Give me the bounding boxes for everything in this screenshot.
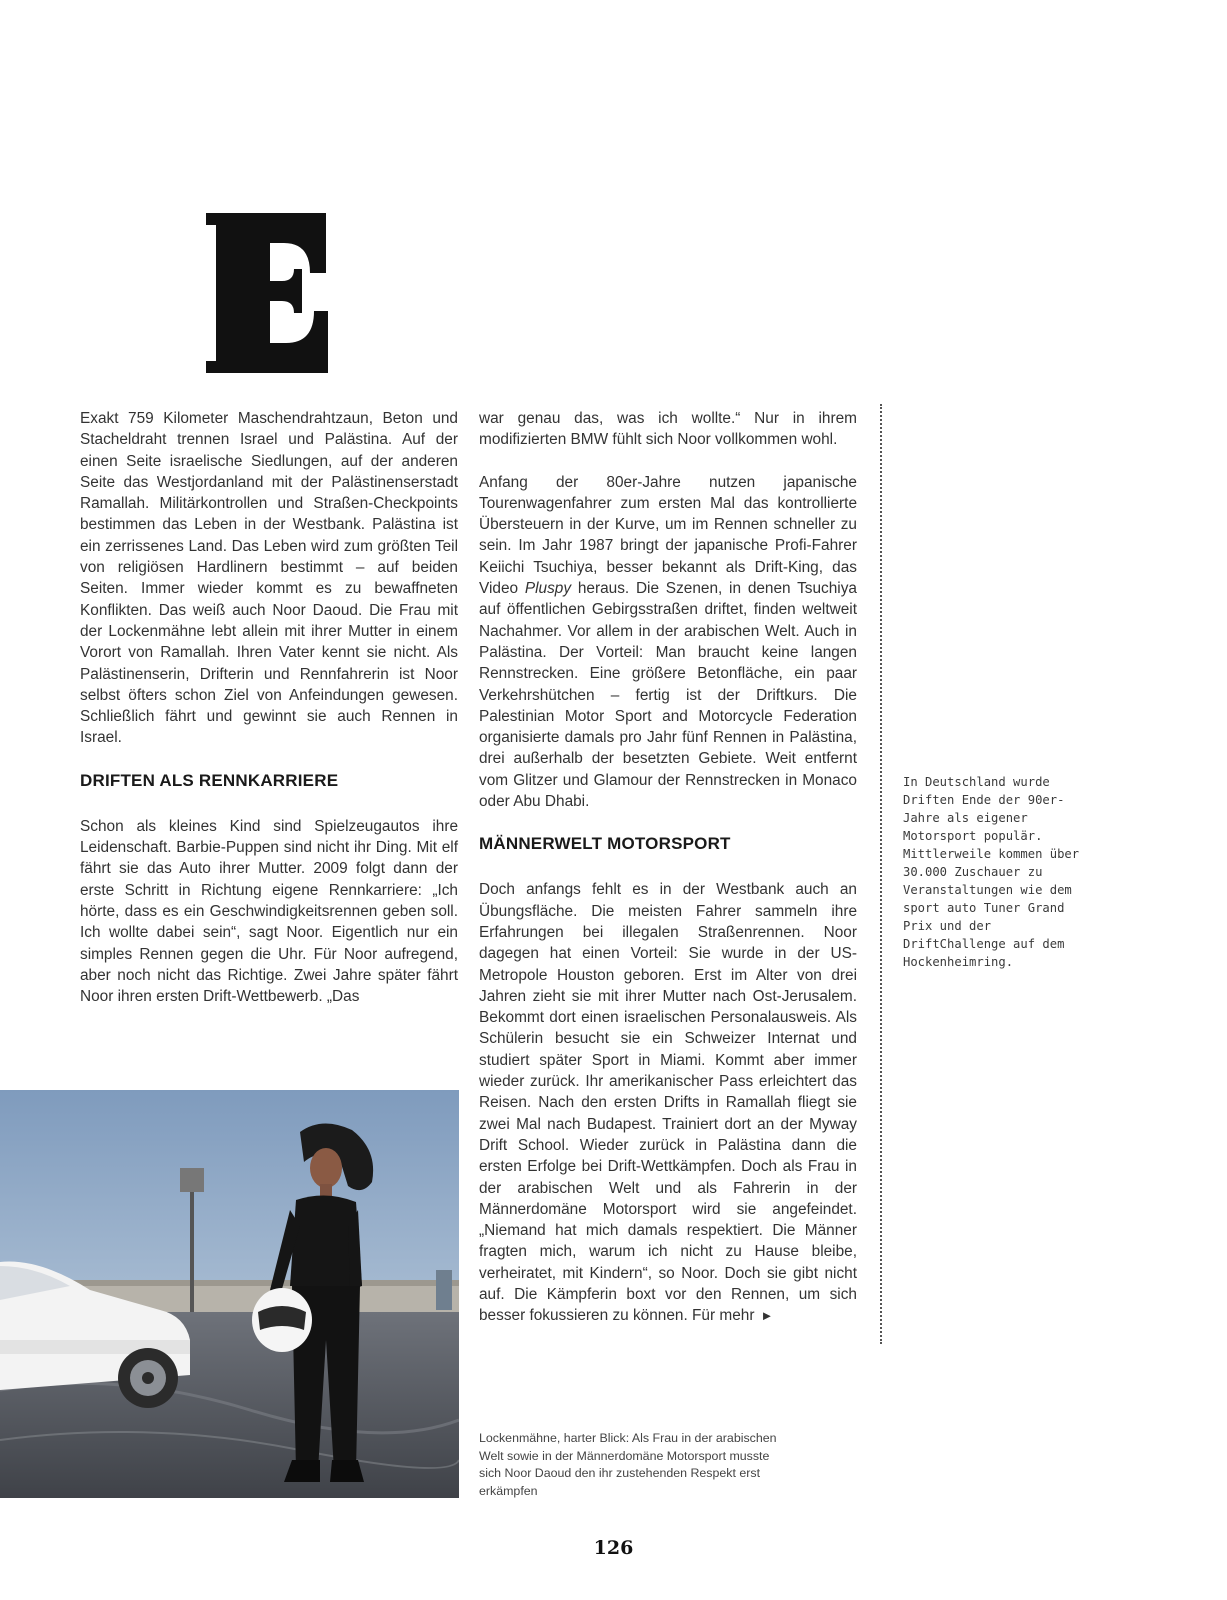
page-number: 126 xyxy=(593,1537,634,1559)
article-photo xyxy=(0,1090,459,1498)
history-paragraph xyxy=(479,472,857,813)
video-title: Pluspy xyxy=(524,580,572,598)
photo-caption: Lockenmähne, harter Blick: Als Frau in der arabischen Welt sowie in der Männerdomäne Motorsport musste sich Noor Daoud den ihr zustehenden Respekt erst erkämpfen xyxy=(479,1431,777,1498)
body-paragraph xyxy=(479,879,857,1326)
drop-cap-e-glyph xyxy=(206,213,328,373)
section-heading-maennerwelt: MÄNNERWELT MOTORSPORT xyxy=(479,834,731,854)
continue-arrow-icon: ► xyxy=(760,1308,774,1324)
history-text-end: heraus. Die Szenen, in denen Tsuchiya auf öffentlichen Gebirgsstraßen driftet, finden weltweit Nachahmer. Vor allem in der arabischen Welt. Auch in Palästina. Der Vorteil: Man braucht keine langen Rennstrecken. Eine größere Betonfläche, ein paar Verkehrshütchen – fertig ist der Driftkurs. Die Palestinian Motor Sport and Motorcycle Federation organisierte damals pro Jahr fünf Rennen in Palästina, drei außerhalb der besetzten Gebiete. Weit entfernt vom Glitzer und Glamour der Rennstrecken in Monaco oder Abu Dhabi. xyxy=(479,580,857,811)
drop-cap xyxy=(206,213,328,373)
body-text: Doch anfangs fehlt es in der Westbank auch an Übungsfläche. Die meisten Fahrer sammeln ihre Erfahrungen bei illegalen Straßenrennen. Noor dagegen hat einen Vorteil: Sie wurde in der US-Metropole Houston geboren. Erst im Alter von drei Jahren zieht sie mit ihrer Mutter nach Ost-Jerusalem. Bekommt dort einen israelischen Personalausweis. Als Schülerin besucht sie ein Schweizer Internat und studiert später Sport in Miami. Kommt aber immer wieder zurück. Ihr amerikanischer Pass erleichtert das Reisen. Nach den ersten Drifts in Ramallah fliegt sie zwei Mal nach Budapest. Trainiert dort an der Myway Drift School. Wieder zurück in Palästina dann die ersten Erfolge bei Drift-Wettkämpfen. Doch als Frau in der arabischen Welt und als Fahrerin in der Männerdomäne Motorsport wird sie angefeindet. „Niemand hat mich damals respektiert. Die Männer fragten mich, warum ich nicht zu Hause bleibe, verheiratet, mit Kindern“, so Noor. Doch sie gibt nicht auf. Die Kämpferin boxt vor den Rennen, um sich besser fokussieren zu können. Für mehr xyxy=(479,881,857,1325)
section-heading-driften: DRIFTEN ALS RENNKARRIERE xyxy=(80,770,339,790)
sidenote: In Deutschland wurde Driften Ende der 90er-Jahre als eigener Motorsport populär. Mittlerweile kommen über 30.000 Zuschauer zu Veranstaltungen wie dem sport auto Tuner Grand Prix und der DriftChallenge auf dem Hockenheimring. xyxy=(903,775,1080,969)
article-column-middle xyxy=(479,408,857,1348)
history-text-start: Anfang der 80er-Jahre nutzen japanische Tourenwagenfahrer zum ersten Mal das kontrollierte Übersteuern in der Kurve, um im Rennen schneller zu sein. Im Jahr 1987 bringt der japanische Profi-Fahrer Keiichi Tsuchiya, besser bekannt als Drift-King, das Video xyxy=(479,473,857,598)
dotted-divider xyxy=(880,404,882,1344)
photo-woman-with-car xyxy=(0,1090,459,1498)
body-paragraph: Schon als kleines Kind sind Spielzeugautos ihre Leidenschaft. Barbie-Puppen sind nicht ihr Ding. Mit elf fährt sie das Auto ihrer Mutter. 2009 folgt dann der erste Schritt in Richtung eigene Rennkarriere: „Ich hörte, dass es ein Geschwindigkeitsrennen geben soll. Ich wollte dabei sein“, sagt Noor. Eigentlich nur ein simples Rennen gegen die Uhr. Für Noor aufregend, aber noch nicht das Richtige. Zwei Jahre später fährt Noor ihren ersten Drift-Wettbewerb. „Das xyxy=(80,817,458,1006)
intro-paragraph: Exakt 759 Kilometer Maschendrahtzaun, Beton und Stacheldraht trennen Israel und Palästina. Auf der einen Seite israelische Siedlungen, auf der anderen Seite das Westjordanland mit der Palästinenserstadt Ramallah. Militärkontrollen und Straßen-Checkpoints bestimmen das Leben in der Westbank. Palästina ist ein zerrissenes Land. Das Leben wird zum größten Teil von religiösen Hardlinern bestimmt – auf beiden Seiten. Immer wieder kommt es zu bewaffneten Konflikten. Das weiß auch Noor Daoud. Die Frau mit der Lockenmähne lebt allein mit ihrer Mutter in einem Vorort von Ramallah. Ihren Vater kennt sie nicht. Als Palästinenserin, Drifterin und Rennfahrerin ist Noor selbst öfters schon Ziel von Anfeindungen gewesen. Schließlich fährt und gewinnt sie auch Rennen in Israel. xyxy=(80,410,458,747)
continuation-paragraph: war genau das, was ich wollte.“ Nur in ihrem modifizierten BMW fühlt sich Noor vollkommen wohl. xyxy=(479,410,857,449)
article-column-left xyxy=(80,408,458,1028)
